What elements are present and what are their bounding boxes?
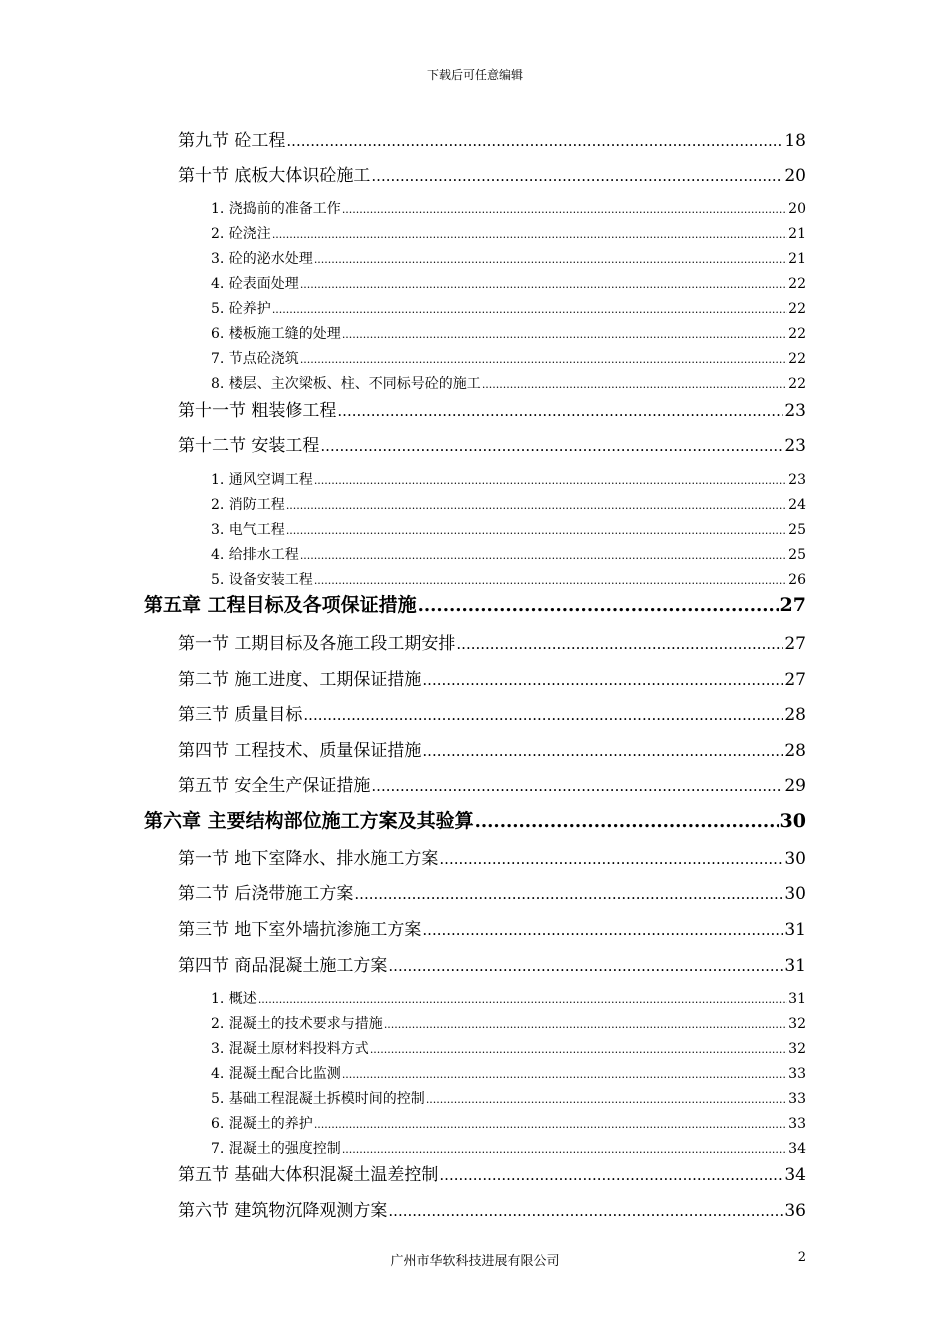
toc-entry-page: 26 bbox=[788, 572, 806, 588]
toc-entry-page: 27 bbox=[779, 594, 806, 616]
toc-subsection-entry[interactable] bbox=[211, 494, 806, 514]
toc-dot-leader bbox=[303, 706, 783, 724]
toc-dot-leader bbox=[388, 1202, 783, 1220]
toc-dot-leader bbox=[337, 402, 783, 420]
toc-dot-leader bbox=[286, 499, 787, 512]
toc-subsection-entry[interactable] bbox=[211, 569, 806, 589]
toc-dot-leader bbox=[456, 635, 783, 653]
toc-dot-leader bbox=[300, 278, 787, 291]
toc-entry-title: 第十节 底板大体识砼施工 bbox=[178, 166, 371, 186]
toc-entry-title: 5. 设备安装工程 bbox=[211, 572, 313, 588]
toc-section-entry[interactable] bbox=[178, 879, 806, 904]
toc-dot-leader bbox=[272, 228, 787, 241]
toc-subsection-entry[interactable] bbox=[211, 988, 806, 1008]
toc-entry-title: 第九节 砼工程 bbox=[178, 131, 286, 151]
toc-dot-leader bbox=[342, 203, 787, 216]
toc-section-entry[interactable] bbox=[178, 1160, 806, 1185]
toc-dot-leader bbox=[439, 850, 783, 868]
toc-subsection-entry[interactable] bbox=[211, 544, 806, 564]
toc-subsection-entry[interactable] bbox=[211, 373, 806, 393]
toc-subsection-entry[interactable] bbox=[211, 469, 806, 489]
toc-entry-title: 8. 楼层、主次梁板、柱、不同标号砼的施工 bbox=[211, 376, 481, 392]
toc-section-entry[interactable] bbox=[178, 771, 806, 796]
toc-subsection-entry[interactable] bbox=[211, 1138, 806, 1158]
toc-entry-page: 28 bbox=[784, 741, 806, 761]
toc-entry-title: 2. 消防工程 bbox=[211, 497, 285, 513]
toc-subsection-entry[interactable] bbox=[211, 323, 806, 343]
toc-dot-leader bbox=[300, 353, 787, 366]
toc-dot-leader bbox=[475, 811, 779, 832]
toc-dot-leader bbox=[286, 524, 787, 537]
toc-section-entry[interactable] bbox=[178, 951, 806, 976]
toc-entry-title: 2. 砼浇注 bbox=[211, 226, 271, 242]
toc-entry-page: 33 bbox=[788, 1091, 806, 1107]
toc-section-entry[interactable] bbox=[178, 629, 806, 654]
toc-subsection-entry[interactable] bbox=[211, 1088, 806, 1108]
toc-dot-leader bbox=[342, 1068, 787, 1081]
toc-entry-page: 28 bbox=[784, 705, 806, 725]
toc-dot-leader bbox=[422, 671, 783, 689]
toc-entry-page: 22 bbox=[788, 301, 806, 317]
toc-entry-page: 18 bbox=[784, 131, 806, 151]
toc-entry-page: 20 bbox=[788, 201, 806, 217]
toc-entry-title: 1. 概述 bbox=[211, 991, 257, 1007]
toc-dot-leader bbox=[418, 595, 779, 616]
toc-dot-leader bbox=[354, 885, 783, 903]
toc-entry-title: 第六章 主要结构部位施工方案及其验算 bbox=[144, 810, 474, 832]
toc-dot-leader bbox=[314, 253, 787, 266]
toc-entry-page: 30 bbox=[779, 810, 806, 832]
toc-section-entry[interactable] bbox=[178, 915, 806, 940]
toc-subsection-entry[interactable] bbox=[211, 223, 806, 243]
toc-entry-title: 3. 砼的泌水处理 bbox=[211, 251, 313, 267]
toc-section-entry[interactable] bbox=[178, 396, 806, 421]
toc-section-entry[interactable] bbox=[178, 700, 806, 725]
toc-entry-page: 30 bbox=[784, 849, 806, 869]
toc-entry-title: 第五节 基础大体积混凝土温差控制 bbox=[178, 1165, 439, 1185]
toc-entry-title: 第五章 工程目标及各项保证措施 bbox=[144, 594, 417, 616]
toc-dot-leader bbox=[482, 378, 787, 391]
toc-entry-title: 1. 通风空调工程 bbox=[211, 472, 313, 488]
toc-entry-title: 第一节 地下室降水、排水施工方案 bbox=[178, 849, 439, 869]
toc-subsection-entry[interactable] bbox=[211, 1013, 806, 1033]
toc-entry-page: 33 bbox=[788, 1116, 806, 1132]
toc-subsection-entry[interactable] bbox=[211, 1038, 806, 1058]
toc-entry-title: 7. 节点砼浇筑 bbox=[211, 351, 299, 367]
toc-entry-page: 23 bbox=[784, 436, 806, 456]
toc-section-entry[interactable] bbox=[178, 844, 806, 869]
toc-dot-leader bbox=[370, 1043, 787, 1056]
toc-entry-page: 31 bbox=[788, 991, 806, 1007]
toc-entry-title: 7. 混凝土的强度控制 bbox=[211, 1141, 341, 1157]
toc-dot-leader bbox=[371, 777, 783, 795]
toc-dot-leader bbox=[439, 1166, 783, 1184]
toc-dot-leader bbox=[422, 921, 783, 939]
toc-entry-page: 34 bbox=[788, 1141, 806, 1157]
toc-subsection-entry[interactable] bbox=[211, 1063, 806, 1083]
toc-dot-leader bbox=[320, 437, 783, 455]
toc-entry-title: 4. 给排水工程 bbox=[211, 547, 299, 563]
toc-entry-title: 第二节 施工进度、工期保证措施 bbox=[178, 670, 422, 690]
toc-entry-page: 22 bbox=[788, 276, 806, 292]
toc-dot-leader bbox=[300, 549, 787, 562]
toc-subsection-entry[interactable] bbox=[211, 273, 806, 293]
toc-entry-title: 第六节 建筑物沉降观测方案 bbox=[178, 1201, 388, 1221]
toc-entry-page: 34 bbox=[784, 1165, 806, 1185]
toc-entry-title: 第十二节 安装工程 bbox=[178, 436, 320, 456]
toc-dot-leader bbox=[342, 328, 787, 341]
toc-entry-title: 第四节 工程技术、质量保证措施 bbox=[178, 741, 422, 761]
toc-entry-title: 第三节 质量目标 bbox=[178, 705, 303, 725]
toc-entry-title: 5. 砼养护 bbox=[211, 301, 271, 317]
toc-entry-title: 4. 砼表面处理 bbox=[211, 276, 299, 292]
toc-dot-leader bbox=[371, 167, 783, 185]
toc-dot-leader bbox=[314, 574, 787, 587]
toc-entry-page: 22 bbox=[788, 326, 806, 342]
toc-entry-page: 32 bbox=[788, 1016, 806, 1032]
toc-entry-page: 31 bbox=[784, 920, 806, 940]
toc-entry-title: 第一节 工期目标及各施工段工期安排 bbox=[178, 634, 456, 654]
toc-subsection-entry[interactable] bbox=[211, 248, 806, 268]
toc-dot-leader bbox=[342, 1143, 787, 1156]
toc-entry-title: 第二节 后浇带施工方案 bbox=[178, 884, 354, 904]
toc-entry-page: 21 bbox=[788, 226, 806, 242]
footer-page-number: 2 bbox=[797, 1250, 806, 1265]
toc-entry-page: 31 bbox=[784, 956, 806, 976]
toc-entry-title: 3. 电气工程 bbox=[211, 522, 285, 538]
toc-subsection-entry[interactable] bbox=[211, 1113, 806, 1133]
toc-entry-page: 27 bbox=[784, 670, 806, 690]
toc-entry-page: 36 bbox=[784, 1201, 806, 1221]
toc-entry-page: 25 bbox=[788, 522, 806, 538]
footer-company: 广州市华软科技进展有限公司 bbox=[390, 1254, 560, 1269]
toc-entry-page: 22 bbox=[788, 351, 806, 367]
toc-entry-title: 第三节 地下室外墙抗渗施工方案 bbox=[178, 920, 422, 940]
toc-entry-title: 5. 基础工程混凝土拆模时间的控制 bbox=[211, 1091, 425, 1107]
toc-subsection-entry[interactable] bbox=[211, 348, 806, 368]
toc-entry-page: 24 bbox=[788, 497, 806, 513]
toc-entry-title: 6. 混凝土的养护 bbox=[211, 1116, 313, 1132]
toc-section-entry[interactable] bbox=[178, 1196, 806, 1221]
toc-entry-page: 32 bbox=[788, 1041, 806, 1057]
toc-entry-title: 4. 混凝土配合比监测 bbox=[211, 1066, 341, 1082]
toc-subsection-entry[interactable] bbox=[211, 298, 806, 318]
toc-entry-page: 25 bbox=[788, 547, 806, 563]
toc-dot-leader bbox=[286, 132, 783, 150]
toc-dot-leader bbox=[384, 1018, 787, 1031]
toc-entry-title: 第四节 商品混凝土施工方案 bbox=[178, 956, 388, 976]
toc-entry-title: 3. 混凝土原材料投料方式 bbox=[211, 1041, 369, 1057]
toc-section-entry[interactable] bbox=[178, 126, 806, 151]
toc-dot-leader bbox=[422, 742, 783, 760]
toc-entry-page: 22 bbox=[788, 376, 806, 392]
toc-subsection-entry[interactable] bbox=[211, 198, 806, 218]
toc-dot-leader bbox=[314, 474, 787, 487]
toc-section-entry[interactable] bbox=[178, 161, 806, 186]
toc-section-entry[interactable] bbox=[178, 431, 806, 456]
toc-entry-page: 30 bbox=[784, 884, 806, 904]
toc-entry-title: 2. 混凝土的技术要求与措施 bbox=[211, 1016, 383, 1032]
toc-entry-title: 第五节 安全生产保证措施 bbox=[178, 776, 371, 796]
toc-entry-page: 23 bbox=[788, 472, 806, 488]
toc-entry-page: 23 bbox=[784, 401, 806, 421]
toc-section-entry[interactable] bbox=[178, 665, 806, 690]
toc-dot-leader bbox=[272, 303, 787, 316]
toc-entry-page: 29 bbox=[784, 776, 806, 796]
toc-entry-title: 1. 浇捣前的准备工作 bbox=[211, 201, 341, 217]
toc-entry-title: 第十一节 粗装修工程 bbox=[178, 401, 337, 421]
page-header: 下载后可任意编辑 bbox=[426, 68, 523, 82]
toc-entry-page: 20 bbox=[784, 166, 806, 186]
toc-entry-title: 6. 楼板施工缝的处理 bbox=[211, 326, 341, 342]
toc-chapter-entry[interactable] bbox=[144, 590, 806, 617]
toc-dot-leader bbox=[258, 993, 787, 1006]
toc-section-entry[interactable] bbox=[178, 736, 806, 761]
toc-entry-page: 27 bbox=[784, 634, 806, 654]
toc-dot-leader bbox=[388, 957, 783, 975]
toc-dot-leader bbox=[426, 1093, 787, 1106]
toc-entry-page: 21 bbox=[788, 251, 806, 267]
toc-dot-leader bbox=[314, 1118, 787, 1131]
toc-chapter-entry[interactable] bbox=[144, 806, 806, 833]
toc-subsection-entry[interactable] bbox=[211, 519, 806, 539]
toc-entry-page: 33 bbox=[788, 1066, 806, 1082]
